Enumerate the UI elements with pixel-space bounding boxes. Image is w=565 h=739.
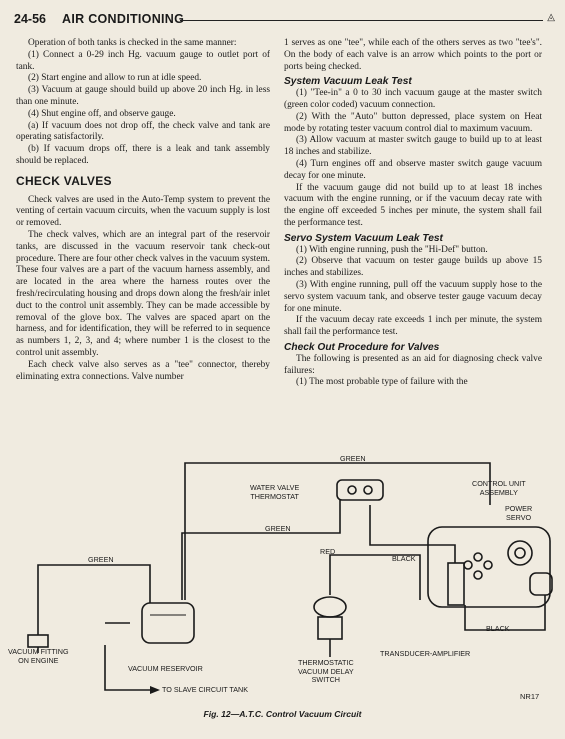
- vacuum-circuit-diagram: [0, 445, 565, 739]
- vacuum-reservoir: [142, 603, 194, 643]
- paragraph: (2) Start engine and allow to run at idle speed.: [28, 73, 202, 84]
- label-vacuum-fitting: VACUUM FITTING ON ENGINE: [8, 647, 69, 665]
- control-unit-assembly: [428, 527, 550, 607]
- label-transducer: TRANSDUCER-AMPLIFIER: [380, 649, 471, 658]
- label-black-right: BLACK: [486, 624, 510, 633]
- header-rule: [180, 20, 543, 21]
- thermostatic-switch: [314, 597, 346, 657]
- paragraph: The following is presented as an aid for diagnosing check valve failures:: [284, 353, 542, 376]
- paragraph: 1 serves as one "tee", while each of the others serves as two "tee's". On the body of each valve is an arrow which points to the port or ports being checked.: [284, 38, 542, 72]
- section-heading: CHECK VALVES: [16, 173, 112, 188]
- label-slave-circuit: TO SLAVE CIRCUIT TANK: [162, 685, 249, 694]
- figure-caption: Fig. 12—A.T.C. Control Vacuum Circuit: [203, 709, 362, 719]
- paragraph: (4) Shut engine off, and observe gauge.: [28, 108, 176, 119]
- paragraph: (2) Observe that vacuum on tester gauge builds up above 15 inches and stabilizes.: [284, 256, 542, 279]
- subsection-heading: System Vacuum Leak Test: [284, 76, 412, 88]
- paragraph: (3) Allow vacuum at master switch gauge to build up to at least 18 inches and stabilize.: [284, 135, 542, 158]
- paragraph: Each check valve also serves as a "tee" connector, thereby eliminating extra connections. Valve number: [16, 359, 270, 382]
- paragraph: (a) If vacuum does not drop off, the check valve and tank are operating satisfactorily.: [16, 120, 270, 143]
- label-green-mid: GREEN: [265, 524, 291, 533]
- subsection-heading: Check Out Procedure for Valves: [284, 341, 440, 353]
- transducer-amplifier: [448, 563, 552, 605]
- label-red: RED: [320, 547, 336, 556]
- label-vacuum-reservoir: VACUUM RESERVOIR: [128, 664, 203, 673]
- left-column: [16, 38, 270, 383]
- paragraph: Check valves are used in the Auto-Temp system to prevent the venting of certain vacuum circuits, when the vacuum supply is lost or removed.: [16, 194, 270, 229]
- paragraph: (4) Turn engines off and observe master switch gauge vacuum decay for one minute.: [284, 158, 542, 181]
- page-number: 24-56: [14, 12, 46, 26]
- page-title: AIR CONDITIONING: [62, 12, 185, 26]
- paragraph: Operation of both tanks is checked in the same manner:: [28, 38, 237, 48]
- label-power-servo: POWER SERVO: [505, 504, 533, 522]
- paragraph: (2) With the "Auto" button depressed, place system on Heat mode by rotating tester vacuum control dial to maximum vacuum.: [284, 111, 542, 134]
- label-control-unit: CONTROL UNIT ASSEMBLY: [472, 479, 526, 497]
- paragraph: The check valves, which are an integral part of the reservoir tanks, are discussed in the vacuum reservoir tank check-out procedure. There are four other check valves in the vacuum system. These four valves are a part of the vacuum harness assembly, and are located in the area where the harness routes over the fresh/recirculating housing and drops down along the fresh/air inlet duct to the control unit assembly. They can be made accessible by removal of the glove box. The valves are spaced apart on the harness, and for identification, they will be referred to in sequence as numbers 1, 2, 3, and 4; where number 1 is the closest to the control unit assembly.: [16, 229, 270, 358]
- paragraph: (1) With engine running, push the "Hi-Def" button.: [296, 244, 488, 255]
- arrow-icon: [150, 686, 160, 694]
- subsection-heading: Servo System Vacuum Leak Test: [284, 232, 443, 244]
- water-valve-thermostat: [337, 480, 383, 500]
- paragraph: If the vacuum decay rate exceeds 1 inch per minute, the system shall fail the performance test.: [284, 315, 542, 338]
- figure-code: NR17: [520, 692, 540, 701]
- paragraph: (1) The most probable type of failure with the: [296, 377, 468, 388]
- green-left-hose: [38, 565, 150, 635]
- label-thermostatic-switch: THERMOSTATIC VACUUM DELAY SWITCH: [298, 658, 354, 684]
- paragraph: (1) Connect a 0-29 inch Hg. vacuum gauge to outlet port of tank.: [16, 49, 270, 72]
- paragraph: (3) Vacuum at gauge should build up above 20 inch Hg. in less than one minute.: [16, 85, 270, 107]
- header-mark-icon: ◬: [547, 12, 555, 23]
- paragraph: (3) With engine running, pull off the vacuum supply hose to the servo system vacuum tank, and observe tester gauge vacuum decay for one minute.: [284, 279, 542, 314]
- paragraph: If the vacuum gauge did not build up to at least 18 inches vacuum with the engine running, or if the vacuum decay rate with the engine off exceeded 5 inches per minute, the system shall fail the performance test.: [284, 182, 542, 228]
- green-mid-hose: [182, 500, 340, 600]
- label-black-mid: BLACK: [392, 554, 416, 563]
- label-green-left: GREEN: [88, 555, 114, 564]
- page-header: [10, 12, 555, 28]
- right-column: [284, 38, 542, 389]
- label-water-valve: WATER VALVE THERMOSTAT: [250, 483, 300, 501]
- label-green-top: GREEN: [340, 454, 366, 463]
- paragraph: (1) "Tee-in" a 0 to 30 inch vacuum gauge at the master switch (green color coded) vacuum connection.: [284, 88, 542, 110]
- paragraph: (b) If vacuum drops off, there is a leak and tank assembly should be replaced.: [16, 144, 270, 166]
